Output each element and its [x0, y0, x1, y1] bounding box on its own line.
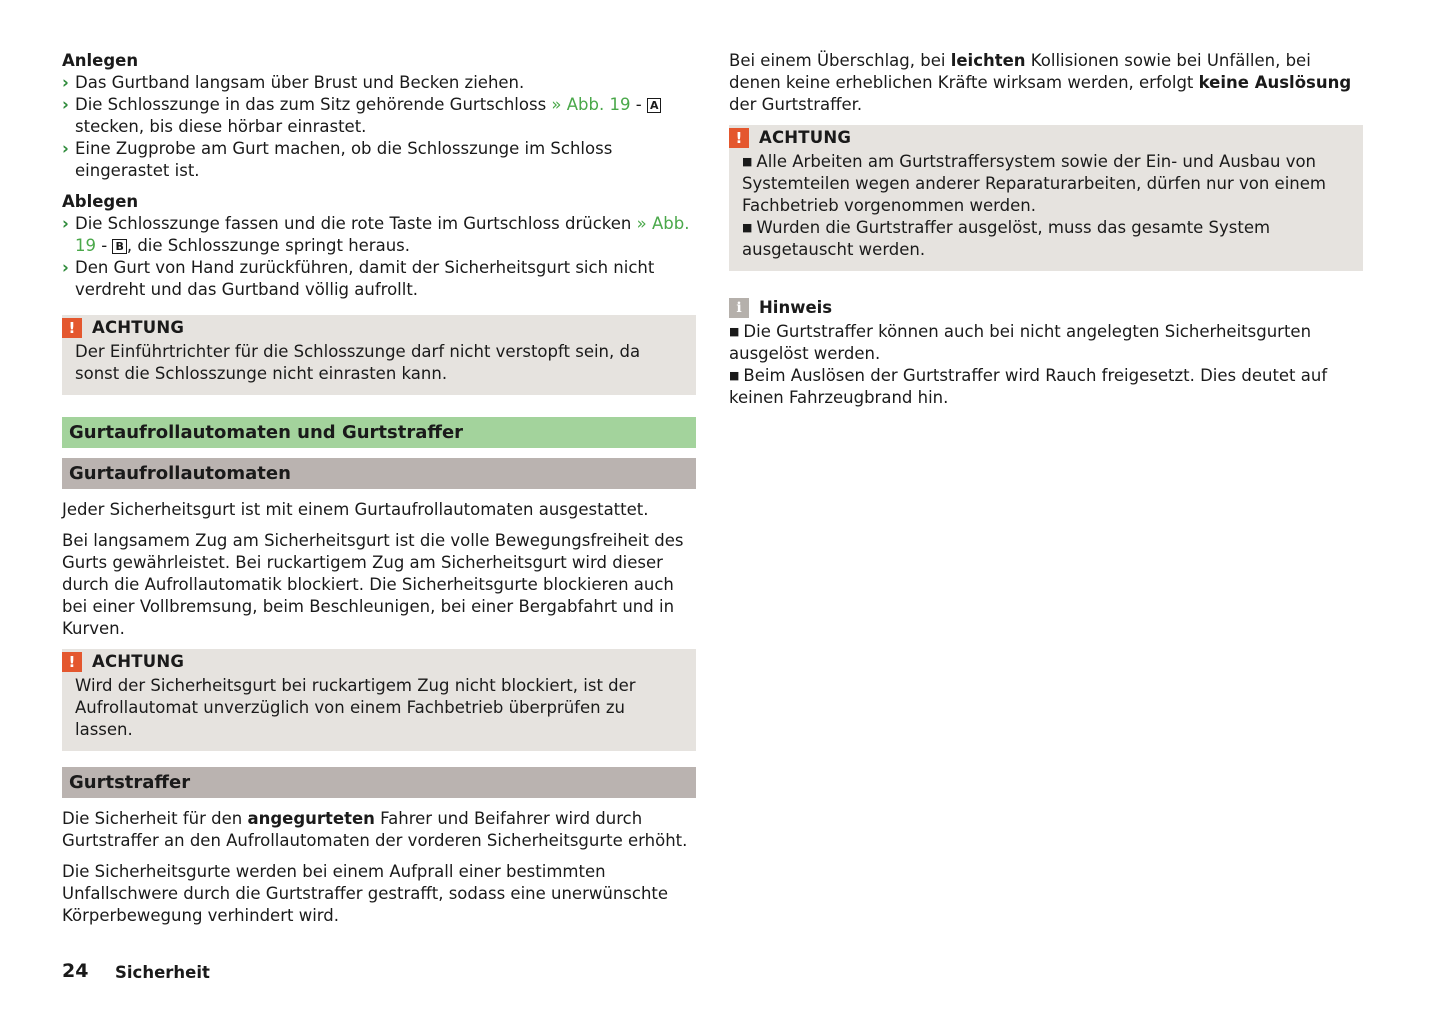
warning-icon: ! [62, 652, 82, 672]
figure-reference-link[interactable]: » Abb. 19 [551, 95, 631, 114]
ablegen-heading: Ablegen [62, 192, 139, 211]
warning-icon: ! [62, 318, 82, 338]
list-item: › Eine Zugprobe am Gurt machen, ob die Schlosszunge im Schloss eingerastet ist. [62, 139, 613, 180]
list-item: ■ Alle Arbeiten am Gurtstraffersystem sowie der Ein- und Ausbau von Systemteilen wegen anderer Reparaturarbeiten, dürfen nur von einem Fachbetrieb vorgenommen werden. [742, 152, 1326, 215]
figure-reference-link[interactable]: » Abb. 19 [75, 214, 690, 255]
bullet-icon: ■ [742, 155, 753, 168]
step-arrow-icon: › [62, 214, 69, 233]
note-title: i Hinweis [729, 297, 1363, 319]
warning-title: ! ACHTUNG [62, 651, 682, 673]
list-item: › Die Schlosszunge fassen und die rote Taste im Gurtschloss drücken » Abb. 19 - B , die Schlosszunge springt heraus. [62, 214, 690, 255]
subsection-title: Gurtaufrollautomaten [62, 458, 696, 489]
callout-key-a: A [647, 98, 662, 113]
step-arrow-icon: › [62, 258, 69, 277]
list-item: › Die Schlosszunge in das zum Sitz gehörende Gurtschloss » Abb. 19 - A stecken, bis diese hörbar einrastet. [62, 94, 696, 138]
list-item: › Das Gurtband langsam über Brust und Becken ziehen. [62, 73, 525, 92]
warning-text: Der Einführtrichter für die Schlosszunge darf nicht verstopft sein, da sonst die Schlosszunge nicht einrasten kann. [75, 342, 641, 383]
list-item: ■ Die Gurtstraffer können auch bei nicht angelegten Sicherheitsgurten ausgelöst werden. [729, 322, 1312, 363]
warning-text: Wird der Sicherheitsgurt bei ruckartigem Zug nicht blockiert, ist der Aufrollautomat unverzüglich von einem Fachbetrieb überprüfen zu lassen. [75, 676, 636, 739]
paragraph: Die Sicherheitsgurte werden bei einem Aufprall einer bestimmten Unfallschwere durch die Gurtstraffer gestrafft, sodass eine unerwünschte Körperbewegung verhindert wird. [62, 862, 669, 925]
paragraph: Bei einem Überschlag, bei leichten Kollisionen sowie bei Unfällen, bei denen keine erheblichen Kräfte wirksam werden, erfolgt keine Auslösung der Gurtstraffer. [729, 51, 1352, 114]
step-arrow-icon: › [62, 95, 69, 114]
paragraph: Bei langsamem Zug am Sicherheitsgurt ist die volle Bewegungsfreiheit des Gurts gewährleistet. Bei ruckartigem Zug am Sicherheitsgurt wird dieser durch die Aufrollautomatik blockiert. Die Sicherheitsgurte blockieren auch bei einer Vollbremsung, beim Beschleunigen, bei einer Bergabfahrt und in Kurven. [62, 531, 684, 638]
step-arrow-icon: › [62, 73, 69, 92]
list-item: ■ Wurden die Gurtstraffer ausgelöst, muss das gesamte System ausgetauscht werden. [742, 218, 1271, 259]
list-item: ■ Beim Auslösen der Gurtstraffer wird Rauch freigesetzt. Dies deutet auf keinen Fahrzeugbrand hin. [729, 366, 1328, 407]
paragraph: Jeder Sicherheitsgurt ist mit einem Gurtaufrollautomaten ausgestattet. [62, 500, 649, 519]
chapter-title: Sicherheit [115, 963, 210, 982]
warning-title: ! ACHTUNG [729, 127, 1349, 149]
info-icon: i [729, 298, 749, 318]
warning-box [62, 315, 696, 395]
callout-key-b: B [112, 239, 126, 254]
subsection-title: Gurtstraffer [62, 767, 696, 798]
step-arrow-icon: › [62, 139, 69, 158]
warning-box [729, 125, 1363, 271]
warning-icon: ! [729, 128, 749, 148]
page-number: 24 [62, 960, 89, 982]
section-title: Gurtaufrollautomaten und Gurtstraffer [62, 417, 696, 448]
paragraph: Die Sicherheit für den angegurteten Fahrer und Beifahrer wird durch Gurtstraffer an den Aufrollautomaten der vorderen Sicherheitsgurte erhöht. [62, 809, 688, 850]
warning-box [62, 649, 696, 751]
warning-title: ! ACHTUNG [62, 317, 682, 339]
bullet-icon: ■ [729, 325, 740, 338]
left-column [62, 50, 696, 936]
anlegen-heading: Anlegen [62, 51, 139, 70]
right-column [729, 50, 1363, 409]
bullet-icon: ■ [729, 369, 740, 382]
list-item: › Den Gurt von Hand zurückführen, damit der Sicherheitsgurt sich nicht verdreht und das Gurtband völlig aufrollt. [62, 258, 655, 299]
bullet-icon: ■ [742, 221, 753, 234]
